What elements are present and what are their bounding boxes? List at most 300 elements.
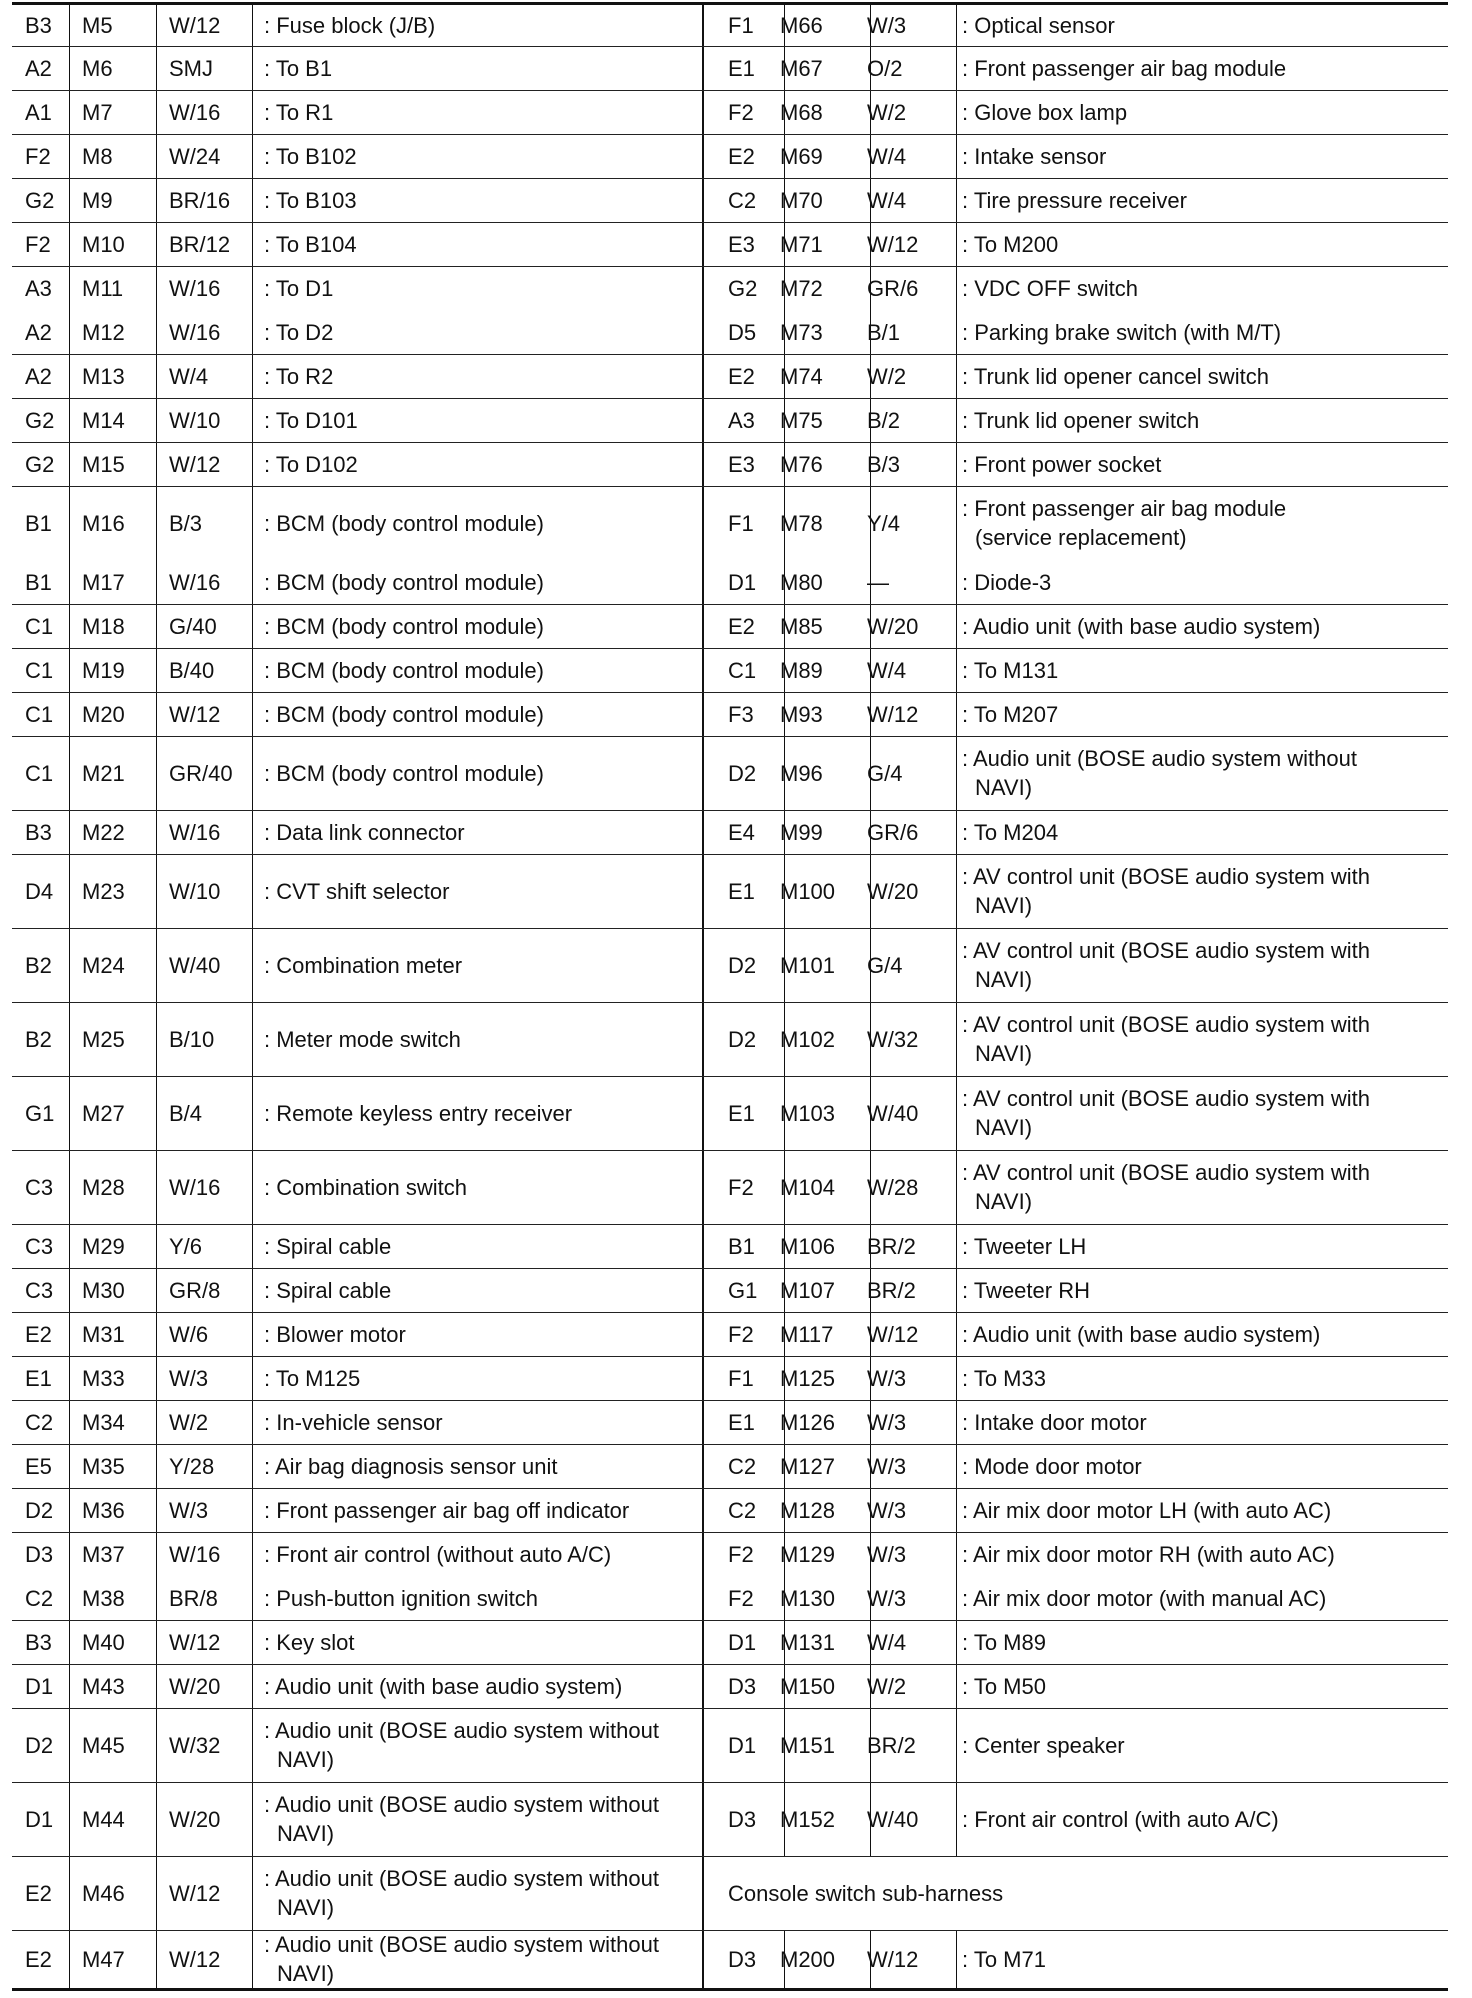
connector-number: M30 [82,1277,125,1303]
connector-number: M71 [780,231,823,257]
connector-description: : Audio unit (BOSE audio system without [962,746,1357,771]
connector-type: W/12 [867,1946,919,1972]
connector-type: W/32 [867,1026,919,1052]
connector-type: W/3 [867,1541,907,1567]
connector-description: : Air mix door motor RH (with auto AC) [962,1541,1335,1567]
connector-number: M101 [780,952,836,978]
grid-reference: E2 [728,143,755,169]
connector-description: : Mode door motor [962,1453,1142,1479]
connector-description: : Audio unit (with base audio system) [962,1321,1321,1347]
table-bottom-rule [12,1988,1448,1991]
connector-description: : Combination switch [264,1174,467,1200]
connector-number: M44 [82,1806,125,1832]
connector-description-line2: NAVI) [975,1115,1033,1140]
connector-type: Y/4 [867,510,901,536]
connector-type: B/3 [867,451,901,477]
connector-type: W/40 [867,1100,919,1126]
connector-type: W/3 [867,13,907,38]
connector-number: M73 [780,319,823,345]
connector-number: M37 [82,1541,125,1567]
connector-type: BR/2 [867,1732,916,1758]
connector-number: M200 [780,1946,836,1972]
row-rule [716,398,1448,399]
row-rule [716,1076,1448,1077]
row-rule [716,222,1448,223]
row-rule [716,134,1448,135]
row-rule [716,266,1448,267]
connector-type: W/4 [867,187,907,213]
row-rule [716,1312,1448,1313]
connector-type: W/4 [867,1629,907,1655]
row-rule [716,854,1448,855]
grid-reference: D3 [728,1806,757,1832]
row-rule [716,736,1448,737]
row-rule [716,1356,1448,1357]
grid-reference: C1 [25,701,54,727]
row-rule [12,810,716,811]
connector-type: W/10 [169,878,221,904]
grid-reference: D4 [25,878,54,904]
grid-reference: D1 [728,1629,757,1655]
grid-reference: F3 [728,701,754,727]
connector-description: : In-vehicle sensor [264,1409,443,1435]
connector-type: G/40 [169,613,217,639]
connector-number: M27 [82,1100,125,1126]
connector-description: : BCM (body control module) [264,569,544,595]
connector-number: M38 [82,1585,125,1611]
grid-reference: F1 [728,510,754,536]
grid-reference: E5 [25,1453,52,1479]
row-rule [12,1002,716,1003]
row-rule [12,1312,716,1313]
connector-description: : To M71 [962,1946,1046,1972]
connector-number: M107 [780,1277,836,1303]
grid-reference: B2 [25,1026,52,1052]
connector-number: M78 [780,510,823,536]
connector-type: W/2 [867,99,907,125]
connector-description: : To R2 [264,363,334,389]
connector-number: M20 [82,701,125,727]
connector-description-line2: NAVI) [277,1961,335,1986]
row-rule [12,90,716,91]
row-rule [716,1444,1448,1445]
row-rule [12,604,716,605]
column-rule [156,5,157,1988]
grid-reference: B1 [728,1233,755,1259]
grid-reference: B1 [25,510,52,536]
connector-description: : To M207 [962,701,1059,727]
grid-reference: F2 [728,1321,754,1347]
column-rule [702,5,704,1988]
connector-description: : To D2 [264,319,334,345]
connector-description: : To D101 [264,407,358,433]
row-rule [716,1268,1448,1269]
connector-description: : To D102 [264,451,358,477]
row-rule [716,928,1448,929]
connector-description: : Audio unit (BOSE audio system without [264,1792,659,1817]
row-rule [12,178,716,179]
connector-type: W/40 [169,952,221,978]
connector-number: M45 [82,1732,125,1758]
connector-number: M9 [82,187,113,213]
grid-reference: G1 [25,1100,55,1126]
row-rule [716,648,1448,649]
connector-type: GR/8 [169,1277,221,1303]
connector-number: M129 [780,1541,836,1567]
connector-number: M67 [780,55,823,81]
row-rule [12,692,716,693]
connector-description-line2: NAVI) [277,1821,335,1846]
connector-number: M130 [780,1585,836,1611]
connector-description-line2: NAVI) [277,1895,335,1920]
grid-reference: D2 [728,760,757,786]
grid-reference: G2 [728,275,758,301]
connector-type: SMJ [169,55,213,81]
connector-type: GR/6 [867,275,919,301]
connector-number: M31 [82,1321,125,1347]
row-rule [12,736,716,737]
connector-type: W/12 [169,1629,221,1655]
connector-type: W/2 [867,1673,907,1699]
row-rule [716,604,1448,605]
connector-description: : Glove box lamp [962,99,1128,125]
connector-number: M18 [82,613,125,639]
grid-reference: B3 [25,819,52,845]
connector-type: W/12 [169,701,221,727]
row-rule [12,1708,716,1709]
grid-reference: A2 [25,363,52,389]
connector-description: : Air mix door motor (with manual AC) [962,1585,1327,1611]
grid-reference: D3 [728,1946,757,1972]
connector-type: — [867,569,889,595]
connector-description: : AV control unit (BOSE audio system with [962,1160,1370,1185]
row-rule [716,90,1448,91]
row-rule [716,442,1448,443]
connector-number: M19 [82,657,125,683]
row-rule [12,1488,716,1489]
grid-reference: C3 [25,1233,54,1259]
connector-type: W/4 [169,363,209,389]
connector-number: M69 [780,143,823,169]
grid-reference: D2 [728,952,757,978]
row-rule [12,1782,716,1783]
connector-description: : BCM (body control module) [264,760,544,786]
connector-description: : Spiral cable [264,1233,392,1259]
connector-number: M100 [780,878,836,904]
connector-type: BR/16 [169,187,231,213]
connector-description: : Front passenger air bag module [962,55,1287,81]
connector-type: O/2 [867,55,903,81]
connector-description: : Audio unit (BOSE audio system without [264,1718,659,1743]
connector-description: : Front passenger air bag off indicator [264,1497,630,1523]
column-rule [956,5,957,1988]
connector-description: : AV control unit (BOSE audio system with [962,864,1370,889]
row-rule [12,1268,716,1269]
connector-number: M127 [780,1453,836,1479]
grid-reference: B2 [25,952,52,978]
row-rule [12,1400,716,1401]
connector-number: M17 [82,569,125,595]
connector-type: W/16 [169,569,221,595]
connector-description: : Combination meter [264,952,463,978]
grid-reference: F2 [728,99,754,125]
grid-reference: C2 [25,1585,54,1611]
row-rule [12,46,716,47]
connector-type: W/16 [169,319,221,345]
connector-type: G/4 [867,760,903,786]
connector-description: : Front power socket [962,451,1162,477]
grid-reference: D3 [728,1673,757,1699]
row-rule [12,1224,716,1225]
grid-reference: E2 [728,613,755,639]
connector-number: M93 [780,701,823,727]
row-rule [716,1400,1448,1401]
connector-type: W/16 [169,819,221,845]
grid-reference: C2 [728,1497,757,1523]
connector-type: W/12 [867,231,919,257]
grid-reference: E1 [25,1365,52,1391]
grid-reference: G1 [728,1277,758,1303]
connector-number: M96 [780,760,823,786]
connector-description: : VDC OFF switch [962,275,1139,301]
connector-description: : Remote keyless entry receiver [264,1100,573,1126]
grid-reference: G2 [25,187,55,213]
grid-reference: F1 [728,13,754,38]
grid-reference: B3 [25,1629,52,1655]
connector-description-line2: NAVI) [975,893,1033,918]
connector-description: : Data link connector [264,819,465,845]
grid-reference: D1 [728,1732,757,1758]
connector-type: W/12 [169,13,221,38]
connector-description-line2: NAVI) [975,967,1033,992]
row-rule [12,1856,716,1857]
connector-number: M47 [82,1946,125,1972]
connector-list-page [12,0,1448,1998]
grid-reference: D1 [25,1806,54,1832]
connector-type: W/20 [169,1806,221,1832]
connector-type: GR/6 [867,819,919,845]
connector-type: W/16 [169,1541,221,1567]
connector-type: W/28 [867,1174,919,1200]
connector-number: M24 [82,952,125,978]
connector-number: M150 [780,1673,836,1699]
connector-type: W/3 [867,1497,907,1523]
connector-number: M10 [82,231,125,257]
connector-type: B/1 [867,319,901,345]
grid-reference: C3 [25,1174,54,1200]
connector-description-line2: NAVI) [975,1189,1033,1214]
connector-description: : BCM (body control module) [264,613,544,639]
grid-reference: A3 [728,407,755,433]
grid-reference: C2 [25,1409,54,1435]
grid-reference: C1 [25,657,54,683]
connector-description: : Air mix door motor LH (with auto AC) [962,1497,1332,1523]
connector-type: W/12 [169,451,221,477]
connector-number: M35 [82,1453,125,1479]
connector-number: M74 [780,363,823,389]
connector-description: : BCM (body control module) [264,510,544,536]
connector-number: M15 [82,451,125,477]
connector-type: GR/40 [169,760,233,786]
connector-number: M76 [780,451,823,477]
connector-description: : To M50 [962,1673,1046,1699]
connector-number: M36 [82,1497,125,1523]
connector-number: M128 [780,1497,836,1523]
grid-reference: F2 [728,1541,754,1567]
row-rule [12,222,716,223]
connector-number: M117 [780,1321,834,1347]
connector-type: W/24 [169,143,221,169]
grid-reference: C1 [728,657,757,683]
row-rule [716,1708,1448,1709]
connector-number: M29 [82,1233,125,1259]
grid-reference: C2 [728,1453,757,1479]
connector-number: M40 [82,1629,125,1655]
connector-description-line2: (service replacement) [975,525,1187,550]
connector-description: : Intake door motor [962,1409,1147,1435]
connector-number: M75 [780,407,823,433]
row-rule [12,1076,716,1077]
connector-type: W/20 [867,878,919,904]
connector-description: : Front air control (without auto A/C) [264,1541,612,1567]
grid-reference: E1 [728,878,755,904]
connector-number: M68 [780,99,823,125]
row-rule [716,1620,1448,1621]
connector-type: W/3 [169,1497,209,1523]
connector-description: : AV control unit (BOSE audio system with [962,1012,1370,1037]
subheading: Console switch sub-harness [728,1880,1004,1906]
connector-description: : To M89 [962,1629,1046,1655]
connector-description-line2: NAVI) [975,1041,1033,1066]
grid-reference: D1 [728,569,757,595]
connector-type: W/3 [169,1365,209,1391]
connector-number: M5 [82,13,113,38]
connector-type: W/12 [169,1880,221,1906]
row-rule [716,1532,1448,1533]
connector-description: : BCM (body control module) [264,701,544,727]
connector-description: : To R1 [264,99,334,125]
grid-reference: G2 [25,451,55,477]
connector-number: M13 [82,363,125,389]
connector-number: M43 [82,1673,125,1699]
connector-number: M33 [82,1365,125,1391]
connector-description: : Meter mode switch [264,1026,461,1052]
connector-description-line2: NAVI) [277,1747,335,1772]
connector-number: M34 [82,1409,125,1435]
connector-number: M11 [82,275,124,301]
connector-type: W/6 [169,1321,209,1347]
connector-type: W/2 [169,1409,209,1435]
grid-reference: E2 [25,1880,52,1906]
connector-description: : Trunk lid opener switch [962,407,1200,433]
connector-type: B/40 [169,657,215,683]
grid-reference: E1 [728,1409,755,1435]
connector-type: B/4 [169,1100,203,1126]
connector-type: BR/12 [169,231,231,257]
row-rule [716,1002,1448,1003]
connector-type: W/12 [867,1321,919,1347]
row-rule [12,1664,716,1665]
connector-number: M22 [82,819,125,845]
connector-type: W/12 [867,701,919,727]
connector-description: : Audio unit (with base audio system) [962,613,1321,639]
connector-description: : To M131 [962,657,1059,683]
connector-description: : Air bag diagnosis sensor unit [264,1453,558,1479]
row-rule [716,178,1448,179]
connector-description: : Optical sensor [962,13,1115,38]
connector-description: : Front passenger air bag module [962,496,1287,521]
connector-description: : AV control unit (BOSE audio system with [962,1086,1370,1111]
connector-description: : Intake sensor [962,143,1107,169]
grid-reference: A2 [25,319,52,345]
connector-type: W/16 [169,99,221,125]
row-rule [12,354,716,355]
grid-reference: E3 [728,231,755,257]
grid-reference: E2 [25,1321,52,1347]
connector-type: W/4 [867,657,907,683]
grid-reference: D2 [728,1026,757,1052]
connector-number: M80 [780,569,823,595]
connector-description: : To M200 [962,231,1059,257]
connector-description: : Key slot [264,1629,355,1655]
row-rule [12,1356,716,1357]
connector-type: G/4 [867,952,903,978]
grid-reference: C3 [25,1277,54,1303]
connector-description: : To B102 [264,143,357,169]
connector-type: B/2 [867,407,901,433]
row-rule [12,442,716,443]
row-rule [12,1532,716,1533]
connector-description-line2: NAVI) [975,775,1033,800]
connector-number: M8 [82,143,113,169]
connector-number: M66 [780,13,823,38]
grid-reference: F2 [728,1174,754,1200]
grid-reference: B3 [25,13,52,38]
connector-description: : Push-button ignition switch [264,1585,538,1611]
grid-reference: D1 [25,1673,54,1699]
row-rule [716,1224,1448,1225]
row-rule [12,398,716,399]
connector-description: : To M33 [962,1365,1046,1391]
connector-type: W/40 [867,1806,919,1832]
connector-number: M106 [780,1233,836,1259]
grid-reference: C1 [25,613,54,639]
connector-description: : Center speaker [962,1732,1125,1758]
row-rule [12,134,716,135]
connector-number: M85 [780,613,823,639]
connector-number: M70 [780,187,823,213]
connector-number: M46 [82,1880,125,1906]
grid-reference: D5 [728,319,757,345]
grid-reference: D2 [25,1732,54,1758]
connector-description: : To M204 [962,819,1059,845]
connector-description: : CVT shift selector [264,878,450,904]
connector-type: W/12 [169,1946,221,1972]
row-rule [12,266,716,267]
connector-description: : Front air control (with auto A/C) [962,1806,1279,1832]
connector-number: M28 [82,1174,125,1200]
row-rule [716,1150,1448,1151]
grid-reference: E1 [728,1100,755,1126]
connector-description: : Trunk lid opener cancel switch [962,363,1269,389]
connector-number: M25 [82,1026,125,1052]
column-rule [252,5,253,1988]
connector-type: W/32 [169,1732,221,1758]
grid-reference: C2 [728,187,757,213]
grid-reference: A2 [25,55,52,81]
connector-description: : Audio unit (with base audio system) [264,1673,623,1699]
connector-description: : Spiral cable [264,1277,392,1303]
